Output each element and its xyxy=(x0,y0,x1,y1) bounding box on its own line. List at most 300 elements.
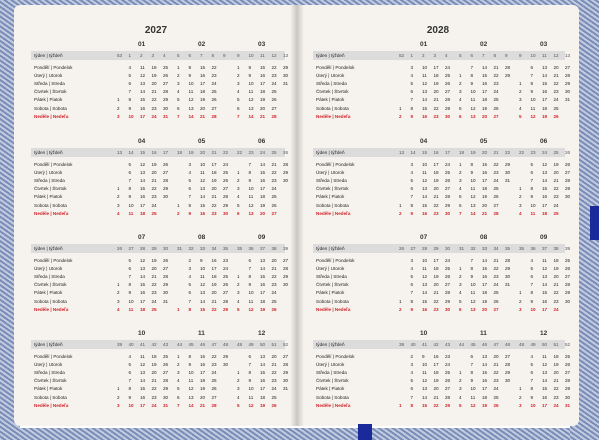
day-cell: 14 xyxy=(260,162,266,167)
day-cell: 20 xyxy=(493,354,499,359)
day-cell: 5 xyxy=(188,282,192,288)
day-cell: 11 xyxy=(530,210,536,216)
weekday-label: Neděle | Nedeľa xyxy=(34,113,69,119)
day-cell: 14 xyxy=(542,73,548,79)
day-cell: 15 xyxy=(482,266,488,272)
day-cell: 13 xyxy=(200,186,206,192)
day-cell: 19 xyxy=(433,81,439,87)
day-cell: 7 xyxy=(237,113,240,119)
day-cell: 8 xyxy=(188,202,192,208)
day-cell: 31 xyxy=(283,81,289,87)
day-cell: 22 xyxy=(433,402,439,408)
day-cell: 8 xyxy=(248,65,252,70)
day-cell: 28 xyxy=(211,402,217,408)
week-number: 48 xyxy=(223,342,229,347)
day-cell: 27 xyxy=(283,258,289,263)
day-cell: 2 xyxy=(410,354,414,359)
day-cell: 5 xyxy=(237,97,240,103)
month-label: 04 xyxy=(420,138,428,145)
day-cell: 30 xyxy=(283,73,289,79)
day-cell: 27 xyxy=(271,210,277,216)
week-header-bar xyxy=(31,340,285,349)
day-cell: 31 xyxy=(505,282,511,288)
weekday-label: Sobota | Sobota xyxy=(316,105,349,111)
day-cell: 30 xyxy=(283,282,289,288)
weekday-label: Čtvrtek | Štvrtok xyxy=(34,378,67,384)
day-cell: 6 xyxy=(237,105,240,111)
day-cell: 16 xyxy=(433,354,439,359)
day-cell: 23 xyxy=(211,362,217,368)
day-cell: 22 xyxy=(211,202,217,208)
month-label: 07 xyxy=(138,234,146,241)
week-number: 27 xyxy=(128,246,134,251)
day-cell: 1 xyxy=(237,65,240,70)
day-cell: 6 xyxy=(188,290,192,296)
week-header-bar xyxy=(31,51,285,60)
weekday-label: Pondělí | Pondelok xyxy=(34,258,73,263)
day-cell: 21 xyxy=(271,162,277,167)
day-cell: 28 xyxy=(283,162,289,167)
day-cell: 19 xyxy=(553,362,559,368)
day-cell: 18 xyxy=(482,186,488,192)
day-cell: 5 xyxy=(459,194,462,200)
day-cell: 20 xyxy=(433,186,439,192)
day-cell: 9 xyxy=(128,394,132,400)
day-cell: 23 xyxy=(271,73,277,79)
week-label: týden | týždeň xyxy=(316,246,345,251)
day-cell: 21 xyxy=(493,362,499,368)
month-label: 06 xyxy=(258,138,266,145)
day-cell: 21 xyxy=(271,266,277,272)
day-cell: 3 xyxy=(459,89,462,95)
day-cell: 6 xyxy=(410,386,414,392)
day-cell: 17 xyxy=(482,178,488,184)
day-cell: 6 xyxy=(530,170,534,176)
day-cell: 19 xyxy=(151,73,157,79)
day-cell: 12 xyxy=(542,362,548,368)
day-cell: 11 xyxy=(128,306,134,312)
day-cell: 21 xyxy=(151,89,157,95)
weekday-label: Pátek | Piatok xyxy=(316,290,345,296)
day-cell: 30 xyxy=(445,113,451,119)
day-cell: 5 xyxy=(128,73,132,79)
day-cell: 4 xyxy=(459,97,462,103)
day-cell: 12 xyxy=(248,306,254,312)
month-label: 11 xyxy=(198,330,205,337)
day-cell: 6 xyxy=(459,113,462,119)
day-cell: 9 xyxy=(530,89,534,95)
day-cell: 17 xyxy=(433,65,439,70)
day-cell: 1 xyxy=(177,202,180,208)
day-cell: 20 xyxy=(482,202,488,208)
day-cell: 16 xyxy=(200,362,206,368)
day-cell: 2 xyxy=(117,105,120,111)
day-cell: 25 xyxy=(163,354,169,359)
day-cell: 2 xyxy=(177,362,180,368)
week-number: 25 xyxy=(271,150,277,155)
day-cell: 15 xyxy=(260,370,266,376)
day-cell: 8 xyxy=(530,290,534,296)
day-cell: 26 xyxy=(223,178,229,184)
day-cell: 1 xyxy=(237,274,240,280)
day-cell: 4 xyxy=(117,306,120,312)
day-cell: 8 xyxy=(410,202,414,208)
week-number: 5 xyxy=(177,53,180,58)
day-cell: 19 xyxy=(482,105,488,111)
day-cell: 29 xyxy=(565,386,571,392)
day-cell: 25 xyxy=(445,370,451,376)
day-cell: 9 xyxy=(410,210,414,216)
day-cell: 6 xyxy=(177,394,180,400)
day-cell: 7 xyxy=(248,162,252,167)
day-cell: 21 xyxy=(553,282,559,288)
day-cell: 22 xyxy=(433,298,439,304)
day-cell: 11 xyxy=(422,266,427,272)
day-cell: 21 xyxy=(260,113,266,119)
week-number: 28 xyxy=(422,246,428,251)
day-cell: 14 xyxy=(482,362,488,368)
day-cell: 7 xyxy=(177,113,180,119)
day-cell: 16 xyxy=(482,81,488,87)
day-cell: 22 xyxy=(493,266,499,272)
day-cell: 22 xyxy=(151,282,157,288)
week-number: 39 xyxy=(399,342,405,347)
day-cell: 15 xyxy=(200,306,206,312)
day-cell: 26 xyxy=(271,97,277,103)
week-number: 25 xyxy=(553,150,559,155)
week-number: 11 xyxy=(260,53,265,58)
day-cell: 3 xyxy=(188,162,192,167)
day-cell: 17 xyxy=(140,402,146,408)
day-cell: 3 xyxy=(177,370,180,376)
day-cell: 14 xyxy=(188,113,194,119)
day-cell: 16 xyxy=(542,89,548,95)
day-cell: 3 xyxy=(237,290,240,296)
day-cell: 19 xyxy=(211,178,217,184)
day-cell: 12 xyxy=(248,202,254,208)
week-label: týden | týždeň xyxy=(34,246,63,251)
week-number: 5 xyxy=(459,53,462,58)
day-cell: 13 xyxy=(188,105,194,111)
day-cell: 30 xyxy=(283,178,289,184)
day-cell: 4 xyxy=(177,378,180,384)
day-cell: 27 xyxy=(445,386,451,392)
day-cell: 8 xyxy=(248,370,252,376)
day-cell: 10 xyxy=(248,186,254,192)
week-number: 14 xyxy=(410,150,416,155)
week-number: 51 xyxy=(553,342,559,347)
day-cell: 30 xyxy=(565,394,571,400)
day-cell: 7 xyxy=(410,97,414,103)
day-cell: 20 xyxy=(200,105,206,111)
day-cell: 24 xyxy=(553,97,559,103)
day-cell: 22 xyxy=(211,65,217,70)
day-cell: 2 xyxy=(519,298,522,304)
day-cell: 11 xyxy=(542,258,547,263)
day-cell: 4 xyxy=(459,290,462,296)
month-label: 05 xyxy=(198,138,206,145)
weekday-label: Pátek | Piatok xyxy=(316,194,345,200)
day-cell: 8 xyxy=(410,105,414,111)
weekday-label: Úterý | Utorok xyxy=(316,266,345,272)
day-cell: 13 xyxy=(470,306,476,312)
day-cell: 30 xyxy=(163,290,169,296)
day-cell: 26 xyxy=(493,402,499,408)
day-cell: 19 xyxy=(200,386,206,392)
day-cell: 21 xyxy=(493,258,499,263)
day-cell: 8 xyxy=(410,402,414,408)
day-cell: 12 xyxy=(422,378,428,384)
week-number: 45 xyxy=(188,342,194,347)
day-cell: 17 xyxy=(542,306,548,312)
day-cell: 2 xyxy=(117,290,120,296)
day-cell: 17 xyxy=(482,282,488,288)
day-cell: 27 xyxy=(565,65,571,70)
week-number: 43 xyxy=(163,342,169,347)
day-cell: 4 xyxy=(530,258,534,263)
day-cell: 7 xyxy=(177,402,180,408)
day-cell: 10 xyxy=(200,162,206,167)
week-header-bar xyxy=(31,244,285,253)
day-cell: 9 xyxy=(470,81,474,87)
day-cell: 4 xyxy=(237,194,240,200)
weekday-label: Pondělí | Pondelok xyxy=(316,65,355,70)
day-cell: 22 xyxy=(151,186,157,192)
day-cell: 11 xyxy=(530,105,536,111)
day-cell: 15 xyxy=(140,386,146,392)
day-cell: 14 xyxy=(140,378,146,384)
month-label: 01 xyxy=(138,41,146,48)
day-cell: 5 xyxy=(519,113,522,119)
day-cell: 11 xyxy=(200,170,205,176)
day-cell: 5 xyxy=(410,378,414,384)
day-cell: 2 xyxy=(519,394,522,400)
week-number: 39 xyxy=(565,246,571,251)
day-cell: 23 xyxy=(211,73,217,79)
day-cell: 7 xyxy=(128,274,132,280)
week-number: 7 xyxy=(482,53,485,58)
weekday-label: Čtvrtek | Štvrtok xyxy=(34,89,67,95)
day-cell: 14 xyxy=(140,178,146,184)
day-cell: 13 xyxy=(260,354,266,359)
day-cell: 27 xyxy=(493,113,499,119)
weekday-label: Čtvrtek | Štvrtok xyxy=(316,186,349,192)
day-cell: 22 xyxy=(151,386,157,392)
week-number: 31 xyxy=(459,246,465,251)
weekday-label: Neděle | Nedeľa xyxy=(316,210,351,216)
day-cell: 7 xyxy=(410,394,414,400)
day-cell: 28 xyxy=(283,266,289,272)
day-cell: 24 xyxy=(445,258,451,263)
day-cell: 23 xyxy=(223,258,229,263)
week-number: 3 xyxy=(151,53,155,58)
day-cell: 29 xyxy=(565,81,571,87)
week-number: 23 xyxy=(530,150,536,155)
week-number: 18 xyxy=(177,150,183,155)
week-number: 13 xyxy=(283,53,289,58)
day-cell: 13 xyxy=(140,170,146,176)
day-cell: 23 xyxy=(151,290,157,296)
day-cell: 21 xyxy=(493,65,499,70)
day-cell: 21 xyxy=(211,194,217,200)
week-number: 33 xyxy=(200,246,206,251)
weekday-label: Středa | Streda xyxy=(316,370,347,376)
day-cell: 24 xyxy=(553,202,559,208)
day-cell: 3 xyxy=(188,266,192,272)
day-cell: 26 xyxy=(223,282,229,288)
day-cell: 1 xyxy=(519,386,522,392)
week-number: 26 xyxy=(283,150,289,155)
day-cell: 15 xyxy=(482,370,488,376)
week-number: 2 xyxy=(422,53,425,58)
month-label: 06 xyxy=(540,138,548,145)
weekday-label: Neděle | Nedeľa xyxy=(316,306,351,312)
week-number: 38 xyxy=(271,246,277,251)
weekday-label: Pondělí | Pondelok xyxy=(34,65,73,70)
day-cell: 6 xyxy=(530,370,534,376)
day-cell: 14 xyxy=(422,394,428,400)
day-cell: 2 xyxy=(237,282,240,288)
week-number: 37 xyxy=(260,246,266,251)
day-cell: 12 xyxy=(470,105,476,111)
day-cell: 19 xyxy=(200,97,206,103)
day-cell: 9 xyxy=(128,290,132,296)
day-cell: 30 xyxy=(223,362,229,368)
day-cell: 13 xyxy=(140,266,146,272)
week-number: 13 xyxy=(565,53,571,58)
month-label: 03 xyxy=(258,41,266,48)
day-cell: 14 xyxy=(188,402,194,408)
day-cell: 19 xyxy=(211,282,217,288)
day-cell: 10 xyxy=(422,362,428,368)
day-cell: 29 xyxy=(505,266,511,272)
weekday-label: Pátek | Piatok xyxy=(34,97,63,103)
day-cell: 7 xyxy=(248,266,252,272)
week-number: 49 xyxy=(530,342,536,347)
day-cell: 11 xyxy=(422,370,427,376)
cover-edge-bottom xyxy=(0,428,599,440)
week-number: 1 xyxy=(410,53,414,58)
day-cell: 12 xyxy=(200,178,206,184)
day-cell: 11 xyxy=(140,65,145,70)
week-number: 36 xyxy=(530,246,536,251)
day-cell: 28 xyxy=(493,210,499,216)
day-cell: 23 xyxy=(151,394,157,400)
day-cell: 23 xyxy=(553,194,559,200)
day-cell: 14 xyxy=(422,194,428,200)
day-cell: 27 xyxy=(565,170,571,176)
day-cell: 24 xyxy=(493,282,499,288)
day-cell: 15 xyxy=(422,298,428,304)
day-cell: 13 xyxy=(542,170,548,176)
day-cell: 8 xyxy=(128,386,132,392)
day-cell: 27 xyxy=(445,186,451,192)
day-cell: 11 xyxy=(470,290,476,296)
day-cell: 18 xyxy=(260,194,266,200)
day-cell: 21 xyxy=(151,378,157,384)
day-cell: 5 xyxy=(177,386,180,392)
day-cell: 16 xyxy=(542,194,548,200)
day-cell: 13 xyxy=(260,258,266,263)
month-label: 02 xyxy=(480,41,488,48)
day-cell: 3 xyxy=(519,202,522,208)
weekday-label: Pátek | Piatok xyxy=(34,386,63,392)
weekday-label: Čtvrtek | Štvrtok xyxy=(34,186,67,192)
day-cell: 14 xyxy=(140,89,146,95)
day-cell: 28 xyxy=(223,298,229,304)
day-cell: 10 xyxy=(248,386,254,392)
day-cell: 7 xyxy=(530,73,534,79)
day-cell: 3 xyxy=(117,113,120,119)
day-cell: 3 xyxy=(410,162,414,167)
day-cell: 25 xyxy=(493,186,499,192)
week-number: 48 xyxy=(505,342,511,347)
week-number: 13 xyxy=(117,150,123,155)
day-cell: 13 xyxy=(248,210,254,216)
day-cell: 5 xyxy=(128,258,132,263)
day-cell: 12 xyxy=(140,162,146,167)
day-cell: 3 xyxy=(117,202,120,208)
day-cell: 29 xyxy=(283,370,289,376)
day-cell: 23 xyxy=(493,378,499,384)
day-cell: 6 xyxy=(128,81,132,87)
day-cell: 23 xyxy=(553,89,559,95)
day-cell: 10 xyxy=(530,97,536,103)
day-cell: 24 xyxy=(271,81,277,87)
weekday-label: Úterý | Utorok xyxy=(34,73,63,79)
day-cell: 20 xyxy=(553,274,559,280)
day-cell: 15 xyxy=(140,97,146,103)
day-cell: 10 xyxy=(200,266,206,272)
month-label: 02 xyxy=(198,41,206,48)
day-cell: 20 xyxy=(553,170,559,176)
day-cell: 25 xyxy=(211,89,217,95)
day-cell: 23 xyxy=(493,170,499,176)
week-number: 28 xyxy=(140,246,146,251)
day-cell: 27 xyxy=(283,354,289,359)
day-cell: 29 xyxy=(163,282,169,288)
day-cell: 30 xyxy=(565,194,571,200)
day-cell: 24 xyxy=(151,402,157,408)
day-cell: 15 xyxy=(260,274,266,280)
day-cell: 29 xyxy=(223,306,229,312)
day-cell: 20 xyxy=(151,81,157,87)
day-cell: 18 xyxy=(151,65,157,70)
weekday-label: Pondělí | Pondelok xyxy=(316,354,355,359)
day-cell: 11 xyxy=(470,186,476,192)
day-cell: 23 xyxy=(553,394,559,400)
day-cell: 19 xyxy=(482,298,488,304)
day-cell: 12 xyxy=(422,178,428,184)
day-cell: 28 xyxy=(163,378,169,384)
day-cell: 28 xyxy=(163,89,169,95)
week-number: 31 xyxy=(177,246,183,251)
day-cell: 24 xyxy=(271,290,277,296)
day-cell: 17 xyxy=(260,290,266,296)
year-heading: 2027 xyxy=(144,25,168,36)
month-label: 10 xyxy=(138,330,146,337)
week-number: 35 xyxy=(519,246,525,251)
week-number: 8 xyxy=(493,53,497,58)
day-cell: 11 xyxy=(188,89,194,95)
week-number: 46 xyxy=(200,342,206,347)
day-cell: 5 xyxy=(128,162,132,167)
day-cell: 23 xyxy=(151,194,157,200)
day-cell: 2 xyxy=(237,73,240,79)
day-cell: 17 xyxy=(140,298,146,304)
day-cell: 15 xyxy=(422,202,428,208)
day-cell: 19 xyxy=(542,113,548,119)
